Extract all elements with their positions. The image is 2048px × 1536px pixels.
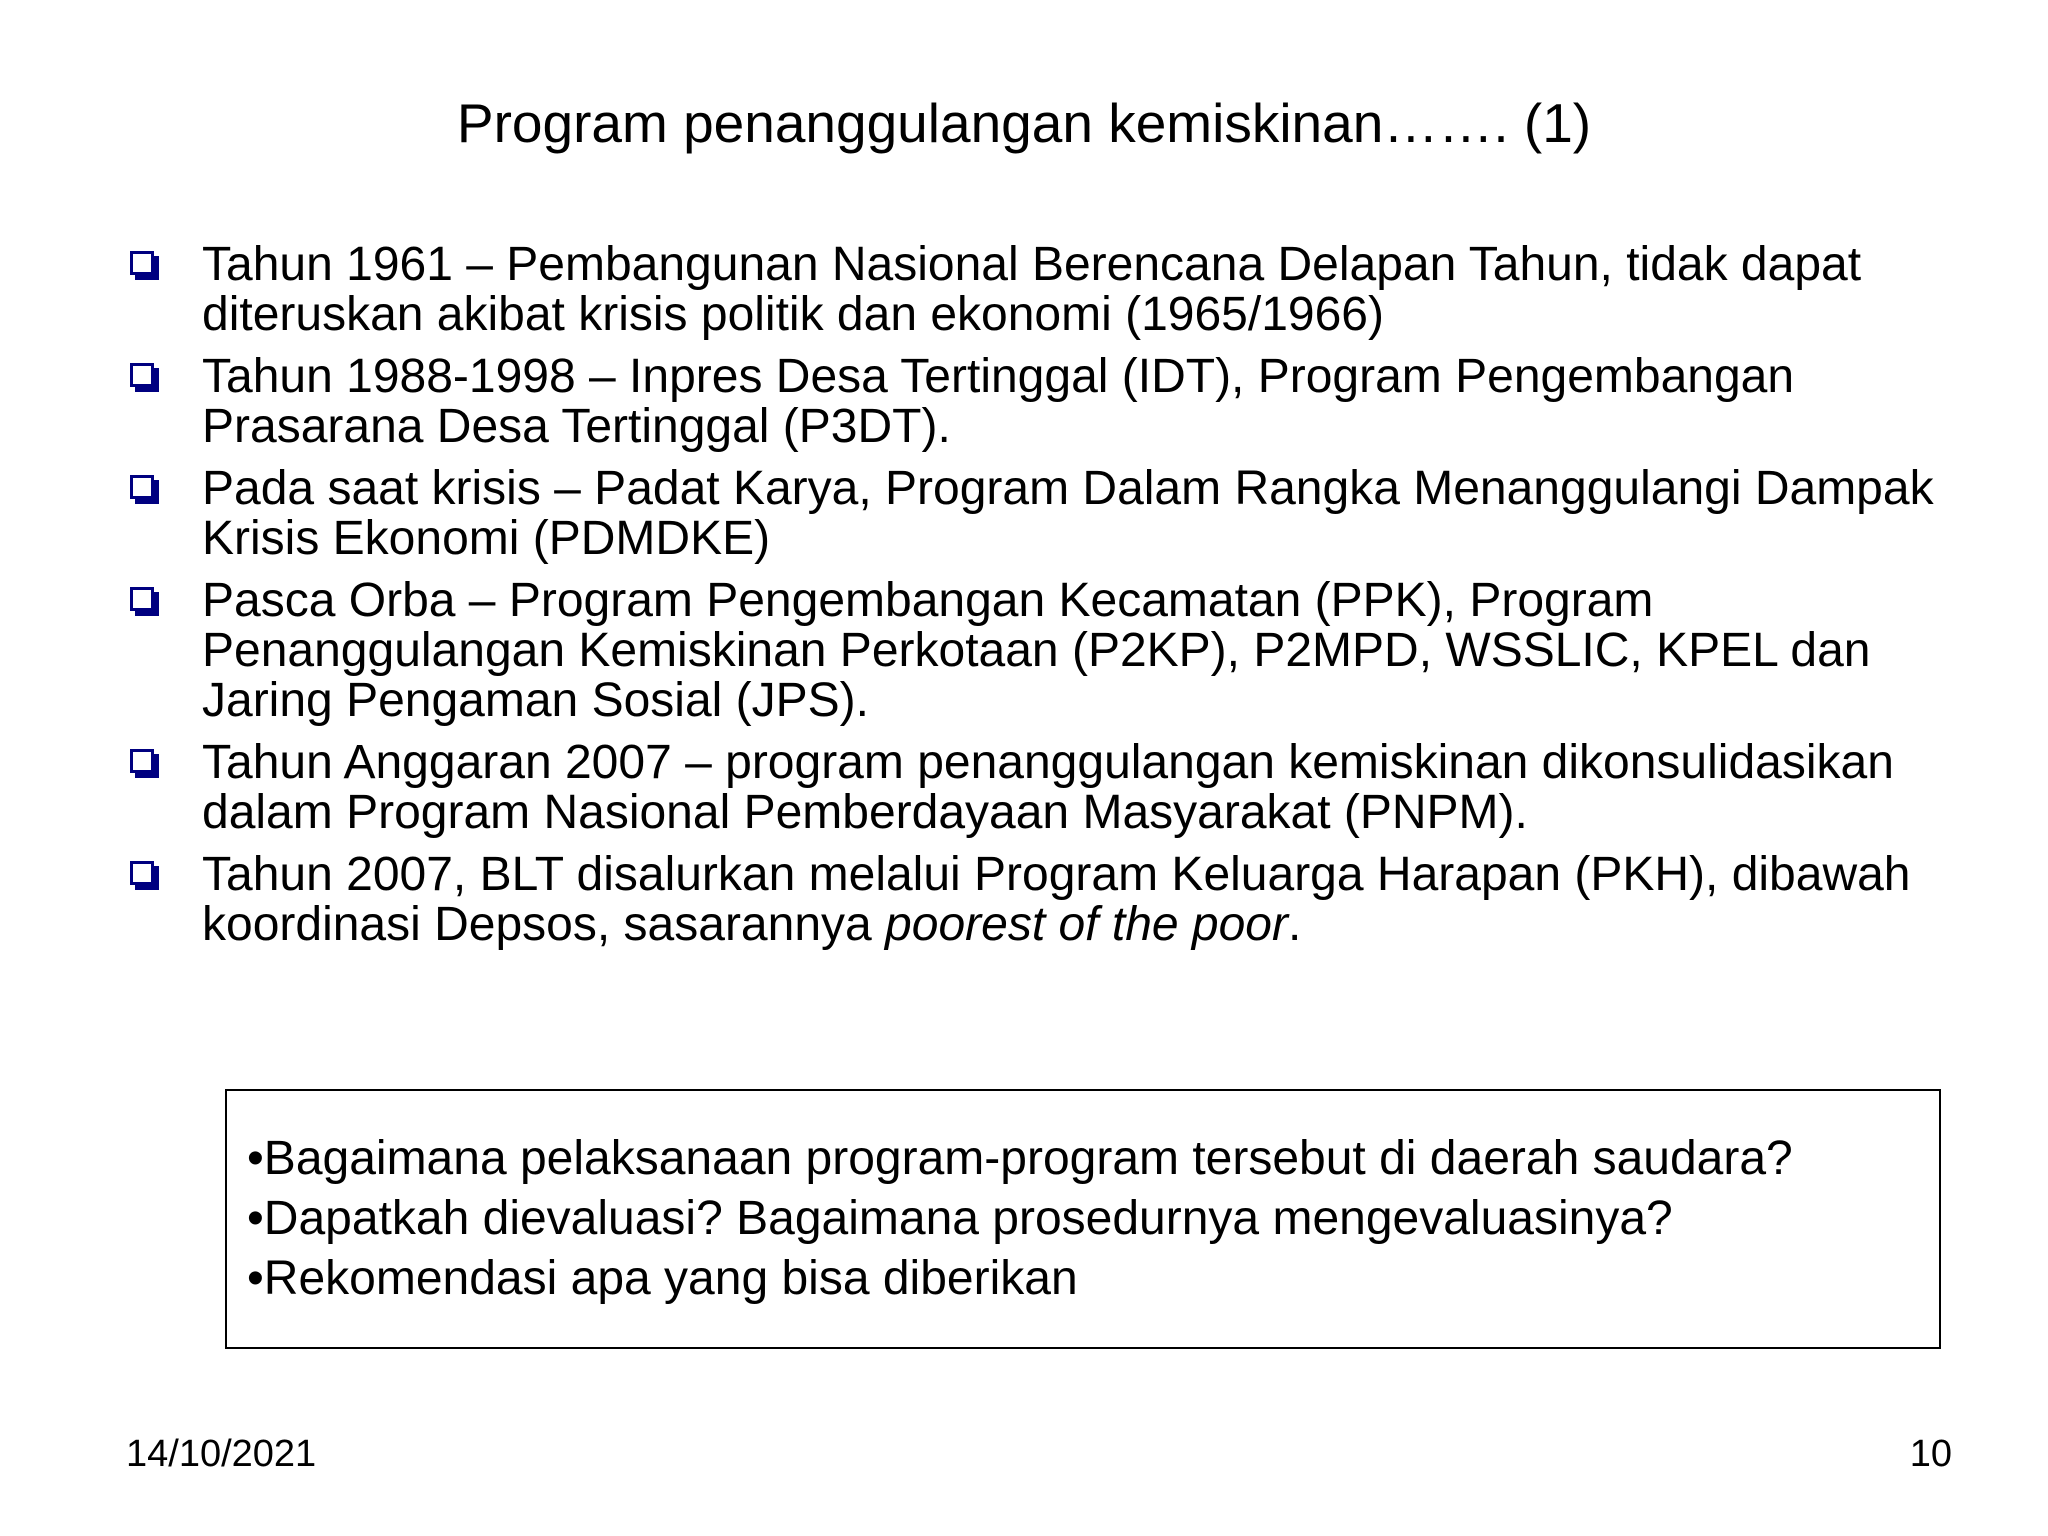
slide-title: Program penanggulangan kemiskinan……. (1) — [456, 92, 1592, 154]
emphasis-text: poorest of the poor — [885, 898, 1288, 951]
checkbox-bullet-icon — [130, 475, 154, 499]
list-item-text: Tahun 1988-1998 – Inpres Desa Tertinggal (IDT), Program Pengembangan Prasarana Desa Tertinggal (P3DT). — [202, 350, 1795, 453]
list-item — [126, 464, 1956, 564]
list-item-text: Pasca Orba – Program Pengembangan Kecamatan (PPK), Program Penanggulangan Kemiskinan Perkotaan (P2KP), P2MPD, WSSLIC, KPEL dan Jaring Pengaman Sosial (JPS). — [202, 574, 1871, 727]
footer-date: 14/10/2021 — [126, 1433, 317, 1475]
list-item — [126, 850, 1956, 950]
list-item — [126, 240, 1956, 340]
question-line: •Rekomendasi apa yang bisa diberikan — [247, 1252, 1078, 1305]
checkbox-bullet-icon — [130, 251, 154, 275]
discussion-questions-box — [225, 1089, 1941, 1349]
list-item-text-suffix: . — [1287, 898, 1302, 951]
list-item — [126, 738, 1956, 838]
list-item-text: Pada saat krisis – Padat Karya, Program Dalam Rangka Menanggulangi Dampak Krisis Ekonomi (PDMDKE) — [202, 462, 1934, 565]
list-item — [126, 352, 1956, 452]
list-item — [126, 576, 1956, 726]
checkbox-bullet-icon — [130, 587, 154, 611]
question-line: •Dapatkah dievaluasi? Bagaimana prosedurnya mengevaluasinya? — [247, 1192, 1673, 1245]
question-line: •Bagaimana pelaksanaan program-program tersebut di daerah saudara? — [247, 1132, 1793, 1185]
bullet-list — [126, 240, 1956, 962]
list-item-text-main: Tahun 2007, BLT disalurkan melalui Program Keluarga Harapan (PKH), dibawah koordinasi Depsos, sasarannya — [202, 848, 1911, 951]
list-item-text — [202, 848, 1911, 951]
list-item-text: Tahun 1961 – Pembangunan Nasional Berencana Delapan Tahun, tidak dapat diteruskan akibat krisis politik dan ekonomi (1965/1966) — [202, 238, 1862, 341]
checkbox-bullet-icon — [130, 363, 154, 387]
checkbox-bullet-icon — [130, 861, 154, 885]
checkbox-bullet-icon — [130, 749, 154, 773]
list-item-text: Tahun Anggaran 2007 – program penanggulangan kemiskinan dikonsulidasikan dalam Program Nasional Pemberdayaan Masyarakat (PNPM). — [202, 736, 1894, 839]
page-number: 10 — [1909, 1433, 1952, 1475]
